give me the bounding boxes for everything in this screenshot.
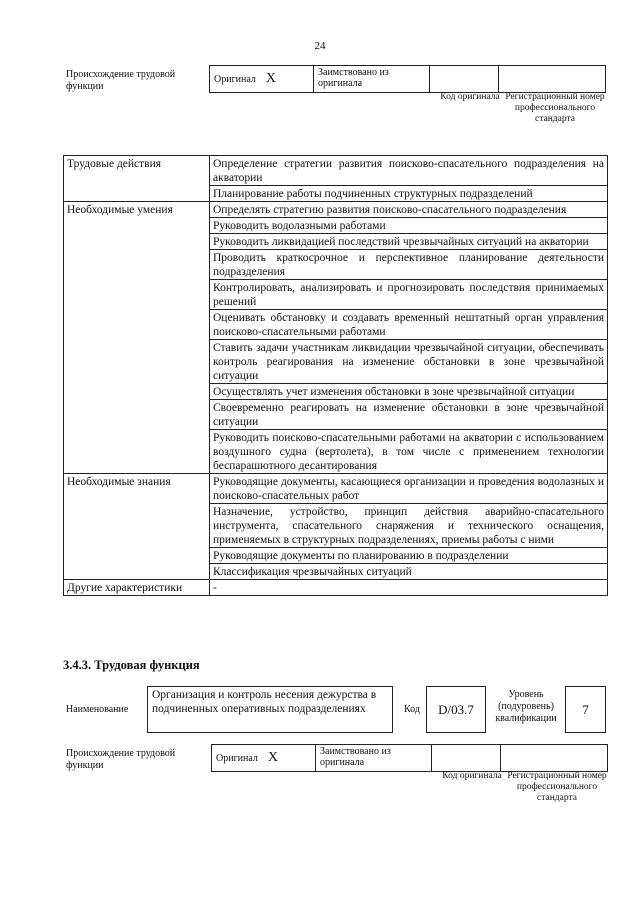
row-label: Необходимые знания xyxy=(64,474,210,580)
row-label: Другие характеристики xyxy=(64,580,210,596)
function-code: D/03.7 xyxy=(426,686,486,733)
code-label: Код xyxy=(404,704,420,715)
table-cell: Назначение, устройство, принцип действия аварийно-спасательного инструмента, спасательного снаряжения и технического оснащения, применяемых в структурных подразделениях, приемы работы с ними xyxy=(210,504,608,548)
table-cell: Контролировать, анализировать и прогнозировать последствия принимаемых решений xyxy=(210,280,608,310)
borrowed-cell: Заимствовано из оригинала xyxy=(314,66,430,93)
origin-code-cell xyxy=(432,745,501,772)
table-cell: Планирование работы подчиненных структурных подразделений xyxy=(210,186,608,202)
code-caption: Код оригинала xyxy=(440,92,500,102)
origin-reg-cell xyxy=(501,745,608,772)
original-mark: X xyxy=(265,71,277,86)
table-cell: Осуществлять учет изменения обстановки в зоне чрезвычайной ситуации xyxy=(210,384,608,400)
table-cell: Оценивать обстановку и создавать временный нештатный орган управления поисково-спасательными работами xyxy=(210,310,608,340)
table-cell: Определение стратегии развития поисково-спасательного подразделения на акватории xyxy=(210,156,608,186)
level-label: Уровень (подуровень) квалификации xyxy=(495,689,557,724)
reg-caption: Регистрационный номер профессионального стандарта xyxy=(507,771,607,803)
function-name: Организация и контроль несения дежурства в подчиненных оперативных подразделениях xyxy=(147,686,393,733)
table-cell: Своевременно реагировать на изменение обстановки в зоне чрезвычайной ситуации xyxy=(210,400,608,430)
original-label: Оригинал xyxy=(216,753,258,764)
table-cell: Определять стратегию развития поисково-спасательного подразделения xyxy=(210,202,608,218)
qualification-level: 7 xyxy=(565,686,606,733)
original-cell xyxy=(212,745,316,772)
page-number: 24 xyxy=(314,40,326,52)
table-row xyxy=(64,156,608,186)
table-cell: Руководить водолазными работами xyxy=(210,218,608,234)
row-label: Необходимые умения xyxy=(64,202,210,474)
original-mark: X xyxy=(267,750,279,765)
table-cell: Руководящие документы по планированию в подразделении xyxy=(210,548,608,564)
table-row xyxy=(64,202,608,218)
table-cell: Руководить поисково-спасательными работами на акватории с использованием воздушного судна (вертолета), в том числе с применением технологии беспарашютного десантирования xyxy=(210,430,608,474)
name-label: Наименование xyxy=(66,704,129,715)
table-cell: Ставить задачи участникам ликвидации чрезвычайной ситуации, обеспечивать контроль реагирования на изменение обстановки в зоне чрезвычайной ситуации xyxy=(210,340,608,384)
table-cell: Классификация чрезвычайных ситуаций xyxy=(210,564,608,580)
table-row xyxy=(64,580,608,596)
original-label: Оригинал xyxy=(214,74,256,85)
table-cell: - xyxy=(210,580,608,596)
origin-reg-cell xyxy=(499,66,606,93)
table-cell: Руководящие документы, касающиеся организации и проведения водолазных и поисково-спасательных работ xyxy=(210,474,608,504)
table-cell: Руководить ликвидацией последствий чрезвычайных ситуаций на акватории xyxy=(210,234,608,250)
table-cell: Проводить краткосрочное и перспективное планирование деятельности подразделения xyxy=(210,250,608,280)
section-title: 3.4.3. Трудовая функция xyxy=(63,658,200,672)
origin-table xyxy=(211,744,608,772)
origin-code-cell xyxy=(430,66,499,93)
origin-label: Происхождение трудовой функции xyxy=(66,69,176,92)
code-caption: Код оригинала xyxy=(442,771,502,781)
reg-caption: Регистрационный номер профессионального стандарта xyxy=(505,92,605,124)
row-label: Трудовые действия xyxy=(64,156,210,202)
origin-table xyxy=(209,65,606,93)
function-details-table xyxy=(63,155,608,596)
borrowed-cell: Заимствовано из оригинала xyxy=(316,745,432,772)
origin-label: Происхождение трудовой функции xyxy=(66,748,176,771)
table-row xyxy=(64,474,608,504)
original-cell xyxy=(210,66,314,93)
